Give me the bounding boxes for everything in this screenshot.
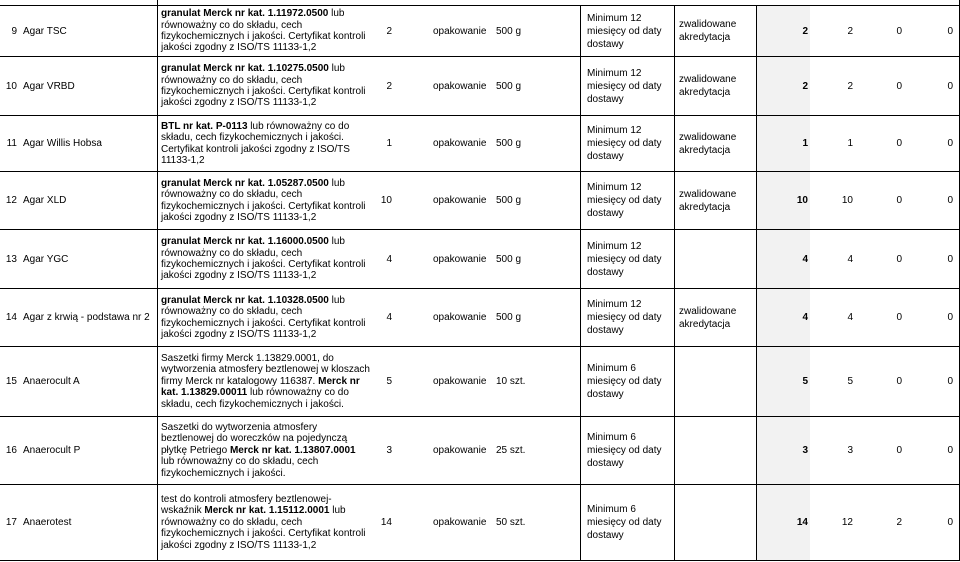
total-quantity-text: 1 xyxy=(802,138,808,149)
quantity-text: 2 xyxy=(386,25,392,37)
split-a-text: 4 xyxy=(847,312,853,323)
split-c xyxy=(909,57,960,115)
split-c-text: 0 xyxy=(947,445,953,456)
validation xyxy=(674,230,756,288)
validation xyxy=(674,116,756,171)
description-segment: lub równoważny co do składu, cech fizykochemicznych i jakości. Certyfikat kontroli jakości zgodny z ISO/TS 11133-1,2 xyxy=(161,505,366,551)
quantity xyxy=(370,417,426,484)
item-name xyxy=(20,6,157,56)
shelf-life-text: Minimum 12 miesięcy od daty dostawy xyxy=(587,299,662,336)
validation xyxy=(674,417,756,484)
quantity-text: 14 xyxy=(380,517,392,528)
quantity-text: 10 xyxy=(380,195,392,206)
split-b xyxy=(856,417,909,484)
item-number xyxy=(0,116,20,171)
unit xyxy=(426,6,494,56)
item-name xyxy=(20,172,157,229)
quantity-text: 4 xyxy=(386,312,392,323)
split-b-text: 0 xyxy=(896,376,902,387)
description-segment: lub równoważny co do składu, cech fizykochemicznych i jakości. xyxy=(161,456,319,479)
unit xyxy=(426,172,494,229)
total-quantity xyxy=(756,289,810,346)
package-size-text: 500 g xyxy=(496,312,522,323)
shelf-life-text: Minimum 6 miesięcy od daty dostawy xyxy=(587,432,662,469)
unit-text: opakowanie xyxy=(433,445,487,456)
total-quantity-text: 2 xyxy=(802,80,808,92)
total-quantity xyxy=(756,417,810,484)
item-name xyxy=(20,289,157,346)
split-a-text: 2 xyxy=(847,25,853,37)
split-a xyxy=(810,172,856,229)
item-description xyxy=(157,172,370,229)
unit-text: opakowanie xyxy=(433,80,487,92)
unit xyxy=(426,289,494,346)
description-segment: BTL nr kat. P-0113 xyxy=(161,120,248,132)
item-description xyxy=(157,6,370,56)
item-description xyxy=(157,417,370,484)
description-segment: lub równoważny co do składu, cech fizykochemicznych i jakości. Certyfikat kontroli jakości zgodny z ISO/TS 11133-1,2 xyxy=(161,294,366,340)
table-row xyxy=(0,485,960,561)
total-quantity-text: 10 xyxy=(796,195,808,206)
item-description xyxy=(157,230,370,288)
package-size-text: 50 szt. xyxy=(496,517,526,528)
split-c-text: 0 xyxy=(947,80,953,92)
quantity xyxy=(370,230,426,288)
description-segment: granulat Merck nr kat. 1.16000.0500 xyxy=(161,236,329,248)
package-size xyxy=(494,289,580,346)
total-quantity-text: 4 xyxy=(802,253,808,265)
unit xyxy=(426,485,494,560)
description-segment: lub równoważny co do składu, cech fizykochemicznych i jakości. Certyfikat kontroli jakości zgodny z ISO/TS 11133-1,2 xyxy=(161,177,366,223)
shelf-life xyxy=(580,230,674,288)
split-a-text: 4 xyxy=(847,253,853,265)
validation-text: zwalidowane akredytacja xyxy=(679,131,737,156)
validation xyxy=(674,485,756,560)
shelf-life-text: Minimum 12 miesięcy od daty dostawy xyxy=(587,240,662,278)
split-c xyxy=(909,172,960,229)
package-size-text: 500 g xyxy=(496,253,522,265)
split-b-text: 0 xyxy=(896,445,902,456)
description-segment: Saszetki do wytworzenia atmosfery beztlenowej do woreczków na pojedynczą płytkę Petriego xyxy=(161,421,348,456)
package-size-text: 10 szt. xyxy=(496,376,526,387)
quantity xyxy=(370,116,426,171)
shelf-life xyxy=(580,289,674,346)
validation xyxy=(674,347,756,416)
split-b-text: 0 xyxy=(896,138,902,149)
item-number xyxy=(0,289,20,346)
split-a xyxy=(810,6,856,56)
item-number-text: 13 xyxy=(5,253,17,265)
shelf-life xyxy=(580,6,674,56)
split-a xyxy=(810,417,856,484)
unit-text: opakowanie xyxy=(433,195,487,206)
package-size xyxy=(494,116,580,171)
shelf-life xyxy=(580,485,674,560)
split-b xyxy=(856,485,909,560)
description-segment: lub równoważny co do składu, cech fizykochemicznych i jakości. Certyfikat kontroli jakości zgodny z ISO/TS 11133-1,2 xyxy=(161,63,366,109)
package-size-text: 500 g xyxy=(496,25,522,37)
split-c-text: 0 xyxy=(947,253,953,265)
quantity xyxy=(370,289,426,346)
table-row xyxy=(0,230,960,289)
shelf-life xyxy=(580,347,674,416)
validation xyxy=(674,57,756,115)
shelf-life-text: Minimum 12 miesięcy od daty dostawy xyxy=(587,67,662,105)
total-quantity xyxy=(756,57,810,115)
quantity-text: 1 xyxy=(386,138,392,149)
description-segment: lub równoważny co do składu, cech fizykochemicznych i jakości. xyxy=(161,387,349,410)
split-b xyxy=(856,230,909,288)
split-b xyxy=(856,116,909,171)
item-name-text: Agar z krwią - podstawa nr 2 xyxy=(23,312,150,323)
total-quantity xyxy=(756,347,810,416)
split-c-text: 0 xyxy=(947,517,953,528)
split-a-text: 10 xyxy=(841,195,853,206)
split-b-text: 0 xyxy=(896,195,902,206)
item-name-text: Agar VRBD xyxy=(23,80,75,92)
item-number-text: 11 xyxy=(6,138,17,149)
item-number xyxy=(0,57,20,115)
shelf-life-text: Minimum 6 miesięcy od daty dostawy xyxy=(587,363,662,400)
quantity-text: 3 xyxy=(386,445,392,456)
table-row xyxy=(0,347,960,417)
package-size xyxy=(494,485,580,560)
total-quantity xyxy=(756,485,810,560)
package-size xyxy=(494,230,580,288)
item-description xyxy=(157,485,370,560)
total-quantity xyxy=(756,116,810,171)
split-b xyxy=(856,57,909,115)
unit-text: opakowanie xyxy=(433,517,487,528)
item-name xyxy=(20,57,157,115)
split-b xyxy=(856,6,909,56)
package-size xyxy=(494,172,580,229)
item-number xyxy=(0,417,20,484)
item-number-text: 15 xyxy=(5,376,17,387)
split-a-text: 2 xyxy=(847,80,853,92)
split-c-text: 0 xyxy=(947,376,953,387)
item-name xyxy=(20,230,157,288)
item-number-text: 9 xyxy=(11,25,17,37)
quantity xyxy=(370,485,426,560)
package-size-text: 500 g xyxy=(496,195,522,206)
item-number xyxy=(0,6,20,56)
shelf-life xyxy=(580,116,674,171)
split-b-text: 0 xyxy=(896,312,902,323)
item-number xyxy=(0,230,20,288)
item-name-text: Anaerotest xyxy=(23,517,72,528)
unit-text: opakowanie xyxy=(433,138,487,149)
description-segment: Merck nr kat. 1.15112.0001 xyxy=(204,505,330,517)
item-number xyxy=(0,485,20,560)
validation-text: zwalidowane akredytacja xyxy=(679,19,737,43)
description-segment: Merck nr kat. 1.13829.00011 xyxy=(161,375,360,399)
total-quantity-text: 2 xyxy=(802,25,808,37)
total-quantity xyxy=(756,6,810,56)
validation-text: zwalidowane akredytacja xyxy=(679,305,737,330)
item-number-text: 16 xyxy=(5,445,17,456)
description-segment: granulat Merck nr kat. 1.11972.0500 xyxy=(161,8,329,20)
quantity xyxy=(370,172,426,229)
quantity-text: 2 xyxy=(386,80,392,92)
split-a xyxy=(810,289,856,346)
table-row xyxy=(0,289,960,347)
total-quantity-text: 5 xyxy=(802,376,808,387)
table-row xyxy=(0,5,960,57)
unit xyxy=(426,57,494,115)
unit-text: opakowanie xyxy=(433,253,487,265)
unit-text: opakowanie xyxy=(433,376,487,387)
total-quantity-text: 4 xyxy=(802,312,808,323)
item-number xyxy=(0,172,20,229)
shelf-life-text: Minimum 12 miesięcy od daty dostawy xyxy=(587,125,662,162)
package-size xyxy=(494,57,580,115)
description-segment: granulat Merck nr kat. 1.10328.0500 xyxy=(161,294,329,306)
split-c-text: 0 xyxy=(947,25,953,37)
item-number-text: 10 xyxy=(5,80,17,92)
item-number-text: 17 xyxy=(5,517,17,528)
unit xyxy=(426,230,494,288)
package-size-text: 25 szt. xyxy=(496,445,526,456)
split-c-text: 0 xyxy=(947,138,953,149)
shelf-life-text: Minimum 6 miesięcy od daty dostawy xyxy=(587,504,662,541)
validation-text: zwalidowane akredytacja xyxy=(679,188,737,213)
package-size-text: 500 g xyxy=(496,138,522,149)
shelf-life xyxy=(580,172,674,229)
split-a-text: 3 xyxy=(847,445,853,456)
item-number-text: 14 xyxy=(5,312,17,323)
item-name-text: Anaerocult A xyxy=(23,376,80,387)
split-b xyxy=(856,347,909,416)
total-quantity-text: 14 xyxy=(796,517,808,528)
item-description xyxy=(157,116,370,171)
table-row xyxy=(0,172,960,230)
item-name xyxy=(20,347,157,416)
split-a xyxy=(810,485,856,560)
package-size-text: 500 g xyxy=(496,80,522,92)
item-name xyxy=(20,116,157,171)
item-name-text: Anaerocult P xyxy=(23,445,81,456)
split-b xyxy=(856,172,909,229)
item-name-text: Agar Willis Hobsa xyxy=(23,138,102,149)
split-a xyxy=(810,230,856,288)
item-name-text: Agar TSC xyxy=(23,25,67,37)
item-name xyxy=(20,485,157,560)
item-number-text: 12 xyxy=(5,195,17,206)
quantity xyxy=(370,347,426,416)
unit xyxy=(426,417,494,484)
shelf-life-text: Minimum 12 miesięcy od daty dostawy xyxy=(587,12,662,50)
table-row xyxy=(0,116,960,172)
unit-text: opakowanie xyxy=(433,25,487,37)
split-b-text: 0 xyxy=(896,80,902,92)
table-row xyxy=(0,57,960,116)
item-description xyxy=(157,289,370,346)
quantity-text: 5 xyxy=(386,376,392,387)
split-a-text: 12 xyxy=(841,517,853,528)
total-quantity-text: 3 xyxy=(802,445,808,456)
total-quantity xyxy=(756,172,810,229)
split-c-text: 0 xyxy=(947,312,953,323)
item-number xyxy=(0,347,20,416)
validation xyxy=(674,172,756,229)
item-name-text: Agar XLD xyxy=(23,195,67,206)
description-segment: Saszetki firmy Merck 1.13829.0001, do wytworzenia atmosfery beztlenowej w kloszach firmy Merck nr katalogowy 116387. xyxy=(161,352,370,387)
split-a-text: 1 xyxy=(847,138,853,149)
package-size xyxy=(494,417,580,484)
split-a-text: 5 xyxy=(847,376,853,387)
description-segment: lub równoważny co do składu, cech fizykochemicznych i jakości. Certyfikat kontroli jakości zgodny z ISO/TS 11133-1,2 xyxy=(161,120,350,166)
split-a xyxy=(810,57,856,115)
split-c xyxy=(909,347,960,416)
split-a xyxy=(810,116,856,171)
item-description xyxy=(157,347,370,416)
split-b-text: 0 xyxy=(896,253,902,265)
split-c-text: 0 xyxy=(947,195,953,206)
split-c xyxy=(909,116,960,171)
quantity xyxy=(370,57,426,115)
package-size xyxy=(494,6,580,56)
validation xyxy=(674,6,756,56)
description-segment: granulat Merck nr kat. 1.05287.0500 xyxy=(161,177,329,189)
split-c xyxy=(909,230,960,288)
description-segment: granulat Merck nr kat. 1.10275.0500 xyxy=(161,63,329,75)
unit xyxy=(426,347,494,416)
validation xyxy=(674,289,756,346)
description-segment: lub równoważny co do składu, cech fizykochemicznych i jakości. Certyfikat kontroli jakości zgodny z ISO/TS 11133-1,2 xyxy=(161,236,366,282)
quantity xyxy=(370,6,426,56)
split-b-text: 2 xyxy=(896,517,902,528)
validation-text: zwalidowane akredytacja xyxy=(679,74,737,98)
split-c xyxy=(909,289,960,346)
table-row xyxy=(0,417,960,485)
shelf-life xyxy=(580,417,674,484)
split-a xyxy=(810,347,856,416)
quantity-text: 4 xyxy=(386,253,392,265)
item-description xyxy=(157,57,370,115)
shelf-life xyxy=(580,57,674,115)
description-segment: test do kontroli atmosfery beztlenowej-wskaźnik xyxy=(161,493,332,517)
item-name xyxy=(20,417,157,484)
description-segment: lub równoważny co do składu, cech fizykochemicznych i jakości. Certyfikat kontroli jakości zgodny z ISO/TS 11133-1,2 xyxy=(161,8,366,54)
total-quantity xyxy=(756,230,810,288)
split-c xyxy=(909,6,960,56)
split-b-text: 0 xyxy=(896,25,902,37)
split-c xyxy=(909,485,960,560)
unit xyxy=(426,116,494,171)
unit-text: opakowanie xyxy=(433,312,487,323)
description-segment: Merck nr kat. 1.13807.0001 xyxy=(229,444,356,456)
item-name-text: Agar YGC xyxy=(23,253,69,265)
split-b xyxy=(856,289,909,346)
package-size xyxy=(494,347,580,416)
shelf-life-text: Minimum 12 miesięcy od daty dostawy xyxy=(587,182,662,219)
split-c xyxy=(909,417,960,484)
